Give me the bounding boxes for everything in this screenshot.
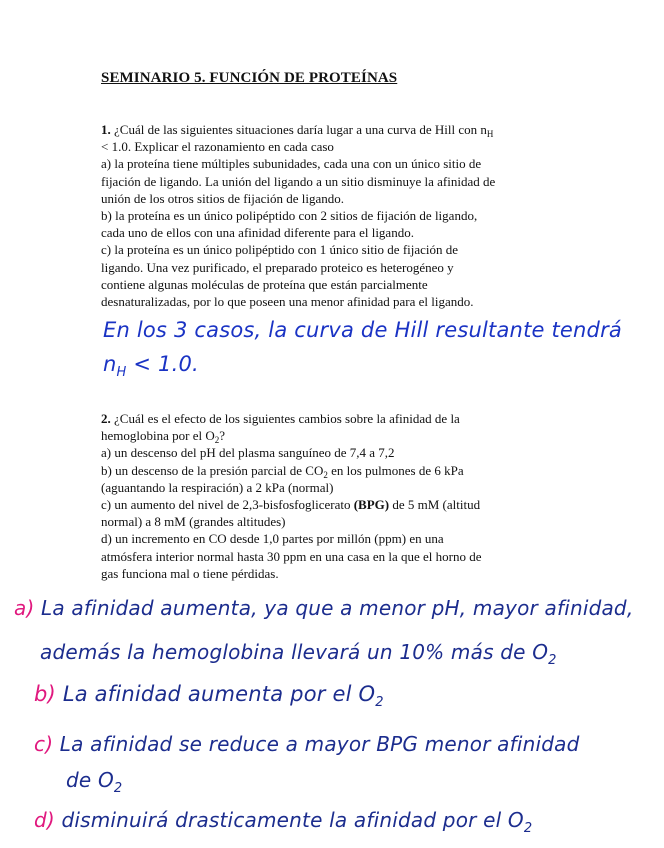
q1-option-a: a) la proteína tiene múltiples subunidades, cada una con un único sitio de [101, 156, 482, 172]
handwritten-answer-d: d) disminuirá drasticamente la afinidad por el $O_2$ [34, 808, 533, 836]
q1-line: ligando. Una vez purificado, el preparado proteico es heterogéneo y [101, 259, 454, 275]
handwritten-answer-c-line2: de $O_2$ [66, 768, 123, 796]
q2-option-a: a) un descenso del pH del plasma sanguíneo de 7,4 a 7,2 [101, 445, 395, 461]
handwritten-answer-b: b) La afinidad aumenta por el $O_2$ [34, 682, 384, 710]
handwritten-answer-a-line2: además la hemoglobina llevará un 10% más de $O_2$ [40, 640, 557, 668]
q2-option-d: d) un incremento en CO desde 1,0 partes por millón (ppm) en una [101, 531, 444, 547]
handwritten-answer-q1-line2: $n_H < 1.0$. [103, 352, 199, 380]
q2-line: normal) a 8 mM (grandes altitudes) [101, 514, 286, 530]
page-title: SEMINARIO 5. FUNCIÓN DE PROTEÍNAS [101, 70, 398, 86]
question-1 [101, 121, 495, 310]
q1-line: cada uno de ellos con una afinidad diferente para el ligando. [101, 225, 414, 241]
q2-line: (aguantando la respiración) a 2 kPa (normal) [101, 479, 334, 495]
answer-label-d: d) [34, 808, 55, 832]
handwritten-answer-a: a) La afinidad aumenta, ya que a menor pH, mayor afinidad, [14, 596, 634, 620]
q2-line: atmósfera interior normal hasta 30 ppm en una casa en la que el horno de [101, 548, 482, 564]
question-number: 1. [101, 122, 111, 137]
q1-line: fijación de ligando. La unión del ligando a un sitio disminuye la afinidad de [101, 173, 496, 189]
answer-label-b: b) [34, 682, 56, 706]
q1-option-c: c) la proteína es un único polipéptido con 1 único sitio de fijación de [101, 242, 459, 258]
answer-label-c: c) [34, 732, 54, 756]
q1-line: < 1.0. Explicar el razonamiento en cada caso [101, 139, 334, 155]
q2-option-c: c) un aumento del nivel de 2,3-bisfosfoglicerato (BPG) de 5 mM (altitud [101, 496, 481, 512]
handwritten-answer-q1-line1: En los 3 casos, la curva de Hill resultante tendrá [103, 318, 622, 342]
q1-line: unión de los otros sitios de fijación de ligando. [101, 190, 344, 206]
q2-line: gas funciona mal o tiene pérdidas. [101, 565, 279, 581]
q1-line: contiene algunas moléculas de proteína que están parcialmente [101, 276, 428, 292]
question-number: 2. [101, 411, 111, 426]
question-2 [101, 410, 481, 582]
q1-line: 1. ¿Cuál de las siguientes situaciones daría lugar a una curva de Hill con $n_H$ [101, 122, 494, 139]
q1-option-b: b) la proteína es un único polipéptido con 2 sitios de fijación de ligando, [101, 207, 478, 223]
q2-option-b: b) un descenso de la presión parcial de $CO_2$ en los pulmones de 6 kPa [101, 462, 464, 480]
q1-line: desnaturalizadas, por lo que poseen una menor afinidad para el ligando. [101, 293, 474, 309]
handwritten-answer-c: c) La afinidad se reduce a mayor BPG menor afinidad [34, 732, 580, 756]
answer-label-a: a) [14, 596, 35, 620]
q2-line: 2. ¿Cuál es el efecto de los siguientes cambios sobre la afinidad de la [101, 411, 460, 426]
q2-line: hemoglobina por el $O_2$? [101, 428, 226, 446]
